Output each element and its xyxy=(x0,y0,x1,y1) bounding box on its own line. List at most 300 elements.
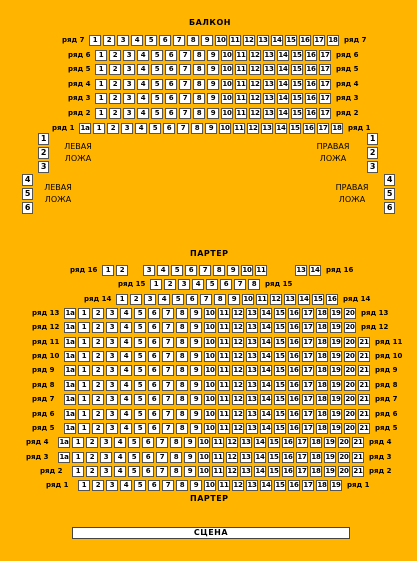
seat[interactable]: 7 xyxy=(162,322,174,333)
seat[interactable]: 5 xyxy=(134,308,146,319)
seat[interactable]: 12 xyxy=(227,453,237,461)
seat[interactable]: 7 xyxy=(156,466,168,477)
seat[interactable]: 14 xyxy=(261,323,271,331)
seat[interactable]: 2 xyxy=(92,351,104,362)
seat[interactable]: 21 xyxy=(353,467,363,475)
seat[interactable]: 10 xyxy=(205,481,215,489)
seat[interactable]: 18 xyxy=(317,366,327,374)
seat[interactable]: 13 xyxy=(264,80,274,88)
seat[interactable]: 14 xyxy=(261,309,271,317)
seat[interactable]: 11 xyxy=(236,51,246,59)
seat[interactable]: 15 xyxy=(275,424,285,432)
seat[interactable]: 7 xyxy=(162,394,174,405)
seat[interactable]: 10 xyxy=(222,51,232,59)
seat[interactable]: 12 xyxy=(227,467,237,475)
seat[interactable]: 21 xyxy=(359,395,369,403)
seat[interactable]: 3 xyxy=(38,161,49,173)
seat[interactable]: 8 xyxy=(176,480,188,491)
seat[interactable]: 17 xyxy=(303,352,313,360)
seat[interactable]: 4 xyxy=(158,294,170,305)
seat[interactable]: 14 xyxy=(261,410,271,418)
seat[interactable]: 3 xyxy=(367,161,378,173)
seat[interactable]: 13 xyxy=(241,438,251,446)
seat[interactable]: 11 xyxy=(213,438,223,446)
seat[interactable]: 11 xyxy=(219,352,229,360)
seat[interactable]: 6 xyxy=(22,202,33,214)
seat[interactable]: 3 xyxy=(143,265,155,276)
seat[interactable]: 1 xyxy=(102,265,114,276)
seat[interactable]: 2 xyxy=(107,123,119,134)
seat[interactable]: 5 xyxy=(128,452,140,463)
seat[interactable]: 2 xyxy=(116,265,128,276)
seat[interactable]: 3 xyxy=(178,279,190,290)
seat[interactable]: 1а xyxy=(65,309,75,317)
seat[interactable]: 12 xyxy=(248,124,258,132)
seat[interactable]: 17 xyxy=(318,124,328,132)
seat[interactable]: 8 xyxy=(176,394,188,405)
seat[interactable]: 13 xyxy=(247,424,257,432)
seat[interactable]: 5 xyxy=(128,466,140,477)
seat[interactable]: 2 xyxy=(109,108,121,119)
seat[interactable]: 15 xyxy=(292,65,302,73)
seat[interactable]: 1 xyxy=(95,79,107,90)
seat[interactable]: 16 xyxy=(306,109,316,117)
seat[interactable]: 10 xyxy=(205,338,215,346)
seat[interactable]: 17 xyxy=(314,36,324,44)
seat[interactable]: 9 xyxy=(190,409,202,420)
seat[interactable]: 17 xyxy=(303,309,313,317)
seat[interactable]: 6 xyxy=(159,35,171,46)
seat[interactable]: 15 xyxy=(313,295,323,303)
seat[interactable]: 7 xyxy=(199,265,211,276)
seat[interactable]: 5 xyxy=(134,394,146,405)
seat[interactable]: 5 xyxy=(134,380,146,391)
seat[interactable]: 5 xyxy=(151,50,163,61)
seat[interactable]: 4 xyxy=(120,423,132,434)
seat[interactable]: 7 xyxy=(162,365,174,376)
seat[interactable]: 12 xyxy=(271,295,281,303)
seat[interactable]: 7 xyxy=(162,480,174,491)
seat[interactable]: 15 xyxy=(275,381,285,389)
seat[interactable]: 4 xyxy=(114,452,126,463)
seat[interactable]: 10 xyxy=(205,323,215,331)
seat[interactable]: 11 xyxy=(219,481,229,489)
seat[interactable]: 7 xyxy=(162,351,174,362)
seat[interactable]: 13 xyxy=(247,338,257,346)
seat[interactable]: 17 xyxy=(297,467,307,475)
seat[interactable]: 6 xyxy=(148,409,160,420)
seat[interactable]: 8 xyxy=(170,452,182,463)
seat[interactable]: 10 xyxy=(243,295,253,303)
seat[interactable]: 2 xyxy=(164,279,176,290)
seat[interactable]: 9 xyxy=(227,265,239,276)
seat[interactable]: 8 xyxy=(170,437,182,448)
seat[interactable]: 18 xyxy=(317,338,327,346)
seat[interactable]: 17 xyxy=(303,366,313,374)
seat[interactable]: 17 xyxy=(320,80,330,88)
seat[interactable]: 6 xyxy=(186,294,198,305)
seat[interactable]: 19 xyxy=(331,381,341,389)
seat[interactable]: 3 xyxy=(106,322,118,333)
seat[interactable]: 7 xyxy=(156,437,168,448)
seat[interactable]: 1а xyxy=(59,438,69,446)
seat[interactable]: 17 xyxy=(297,453,307,461)
seat[interactable]: 2 xyxy=(92,380,104,391)
seat[interactable]: 8 xyxy=(248,279,260,290)
seat[interactable]: 8 xyxy=(176,337,188,348)
seat[interactable]: 15 xyxy=(292,51,302,59)
seat[interactable]: 13 xyxy=(264,51,274,59)
seat[interactable]: 15 xyxy=(269,467,279,475)
seat[interactable]: 20 xyxy=(345,381,355,389)
seat[interactable]: 18 xyxy=(317,381,327,389)
seat[interactable]: 9 xyxy=(190,308,202,319)
seat[interactable]: 8 xyxy=(193,64,205,75)
seat[interactable]: 14 xyxy=(261,424,271,432)
seat[interactable]: 11 xyxy=(213,453,223,461)
seat[interactable]: 1 xyxy=(95,50,107,61)
seat[interactable]: 4 xyxy=(120,351,132,362)
seat[interactable]: 11 xyxy=(219,366,229,374)
seat[interactable]: 7 xyxy=(179,79,191,90)
seat[interactable]: 5 xyxy=(172,294,184,305)
seat[interactable]: 10 xyxy=(222,109,232,117)
seat[interactable]: 1а xyxy=(59,453,69,461)
seat[interactable]: 6 xyxy=(142,466,154,477)
seat[interactable]: 10 xyxy=(222,80,232,88)
seat[interactable]: 3 xyxy=(123,79,135,90)
seat[interactable]: 14 xyxy=(255,453,265,461)
seat[interactable]: 9 xyxy=(228,294,240,305)
seat[interactable]: 14 xyxy=(261,352,271,360)
seat[interactable]: 6 xyxy=(165,108,177,119)
seat[interactable]: 11 xyxy=(219,410,229,418)
seat[interactable]: 13 xyxy=(247,323,257,331)
seat[interactable]: 5 xyxy=(134,480,146,491)
seat[interactable]: 12 xyxy=(233,352,243,360)
seat[interactable]: 10 xyxy=(205,352,215,360)
seat[interactable]: 17 xyxy=(303,381,313,389)
seat[interactable]: 14 xyxy=(261,481,271,489)
seat[interactable]: 14 xyxy=(272,36,282,44)
seat[interactable]: 5 xyxy=(134,351,146,362)
seat[interactable]: 18 xyxy=(317,309,327,317)
seat[interactable]: 21 xyxy=(359,381,369,389)
seat[interactable]: 5 xyxy=(134,409,146,420)
seat[interactable]: 15 xyxy=(275,323,285,331)
seat[interactable]: 7 xyxy=(162,380,174,391)
seat[interactable]: 20 xyxy=(345,395,355,403)
seat[interactable]: 5 xyxy=(149,123,161,134)
seat[interactable]: 19 xyxy=(331,410,341,418)
seat[interactable]: 16 xyxy=(289,366,299,374)
seat[interactable]: 21 xyxy=(359,410,369,418)
seat[interactable]: 2 xyxy=(367,147,378,159)
seat[interactable]: 21 xyxy=(359,424,369,432)
seat[interactable]: 3 xyxy=(106,351,118,362)
seat[interactable]: 11 xyxy=(230,36,240,44)
seat[interactable]: 14 xyxy=(278,65,288,73)
seat[interactable]: 12 xyxy=(250,80,260,88)
seat[interactable]: 2 xyxy=(92,308,104,319)
seat[interactable]: 16 xyxy=(289,323,299,331)
seat[interactable]: 16 xyxy=(283,467,293,475)
seat[interactable]: 20 xyxy=(345,366,355,374)
seat[interactable]: 12 xyxy=(233,381,243,389)
seat[interactable]: 6 xyxy=(148,365,160,376)
seat[interactable]: 5 xyxy=(151,108,163,119)
seat[interactable]: 21 xyxy=(353,453,363,461)
seat[interactable]: 20 xyxy=(345,323,355,331)
seat[interactable]: 18 xyxy=(317,424,327,432)
seat[interactable]: 15 xyxy=(275,395,285,403)
seat[interactable]: 1 xyxy=(95,64,107,75)
seat[interactable]: 2 xyxy=(92,394,104,405)
seat[interactable]: 20 xyxy=(345,338,355,346)
seat[interactable]: 1 xyxy=(78,351,90,362)
seat[interactable]: 3 xyxy=(100,466,112,477)
seat[interactable]: 8 xyxy=(214,294,226,305)
seat[interactable]: 14 xyxy=(255,438,265,446)
seat[interactable]: 16 xyxy=(306,51,316,59)
seat[interactable]: 11 xyxy=(219,395,229,403)
seat[interactable]: 21 xyxy=(359,338,369,346)
seat[interactable]: 3 xyxy=(106,480,118,491)
seat[interactable]: 6 xyxy=(163,123,175,134)
seat[interactable]: 3 xyxy=(100,452,112,463)
seat[interactable]: 18 xyxy=(311,438,321,446)
seat[interactable]: 14 xyxy=(261,381,271,389)
seat[interactable]: 10 xyxy=(205,424,215,432)
seat[interactable]: 7 xyxy=(162,409,174,420)
seat[interactable]: 8 xyxy=(176,351,188,362)
seat[interactable]: 10 xyxy=(222,94,232,102)
seat[interactable]: 1 xyxy=(72,466,84,477)
seat[interactable]: 1 xyxy=(78,409,90,420)
seat[interactable]: 4 xyxy=(131,35,143,46)
seat[interactable]: 8 xyxy=(176,380,188,391)
seat[interactable]: 7 xyxy=(177,123,189,134)
seat[interactable]: 1 xyxy=(95,93,107,104)
seat[interactable]: 1а xyxy=(65,366,75,374)
seat[interactable]: 4 xyxy=(192,279,204,290)
seat[interactable]: 16 xyxy=(327,295,337,303)
seat[interactable]: 16 xyxy=(289,381,299,389)
seat[interactable]: 3 xyxy=(106,423,118,434)
seat[interactable]: 14 xyxy=(278,94,288,102)
seat[interactable]: 15 xyxy=(275,338,285,346)
seat[interactable]: 18 xyxy=(317,481,327,489)
seat[interactable]: 3 xyxy=(123,64,135,75)
seat[interactable]: 13 xyxy=(247,395,257,403)
seat[interactable]: 16 xyxy=(306,94,316,102)
seat[interactable]: 3 xyxy=(123,50,135,61)
seat[interactable]: 1 xyxy=(38,133,49,145)
seat[interactable]: 3 xyxy=(106,337,118,348)
seat[interactable]: 15 xyxy=(290,124,300,132)
seat[interactable]: 2 xyxy=(130,294,142,305)
seat[interactable]: 6 xyxy=(142,452,154,463)
seat[interactable]: 20 xyxy=(345,424,355,432)
seat[interactable]: 13 xyxy=(247,352,257,360)
seat[interactable]: 9 xyxy=(184,452,196,463)
seat[interactable]: 4 xyxy=(120,409,132,420)
seat[interactable]: 13 xyxy=(247,309,257,317)
seat[interactable]: 17 xyxy=(303,323,313,331)
seat[interactable]: 18 xyxy=(317,410,327,418)
seat[interactable]: 8 xyxy=(193,93,205,104)
seat[interactable]: 21 xyxy=(353,438,363,446)
seat[interactable]: 2 xyxy=(86,466,98,477)
seat[interactable]: 9 xyxy=(190,337,202,348)
seat[interactable]: 9 xyxy=(190,322,202,333)
seat[interactable]: 6 xyxy=(148,308,160,319)
seat[interactable]: 17 xyxy=(320,51,330,59)
seat[interactable]: 5 xyxy=(384,188,395,200)
seat[interactable]: 16 xyxy=(306,65,316,73)
seat[interactable]: 14 xyxy=(261,395,271,403)
seat[interactable]: 16 xyxy=(289,481,299,489)
seat[interactable]: 19 xyxy=(331,323,341,331)
seat[interactable]: 1 xyxy=(78,337,90,348)
seat[interactable]: 2 xyxy=(103,35,115,46)
seat[interactable]: 15 xyxy=(275,352,285,360)
seat[interactable]: 18 xyxy=(317,323,327,331)
seat[interactable]: 10 xyxy=(242,266,252,274)
seat[interactable]: 2 xyxy=(86,452,98,463)
seat[interactable]: 18 xyxy=(311,467,321,475)
seat[interactable]: 19 xyxy=(331,338,341,346)
seat[interactable]: 15 xyxy=(275,366,285,374)
seat[interactable]: 10 xyxy=(199,467,209,475)
seat[interactable]: 10 xyxy=(199,453,209,461)
seat[interactable]: 17 xyxy=(303,481,313,489)
seat[interactable]: 1а xyxy=(65,323,75,331)
seat[interactable]: 13 xyxy=(247,410,257,418)
seat[interactable]: 10 xyxy=(205,395,215,403)
seat[interactable]: 8 xyxy=(176,423,188,434)
seat[interactable]: 19 xyxy=(331,352,341,360)
seat[interactable]: 15 xyxy=(275,309,285,317)
seat[interactable]: 7 xyxy=(234,279,246,290)
seat[interactable]: 16 xyxy=(289,424,299,432)
seat[interactable]: 15 xyxy=(292,94,302,102)
seat[interactable]: 12 xyxy=(233,424,243,432)
seat[interactable]: 1 xyxy=(78,380,90,391)
seat[interactable]: 18 xyxy=(317,395,327,403)
seat[interactable]: 6 xyxy=(165,93,177,104)
seat[interactable]: 11 xyxy=(236,109,246,117)
seat[interactable]: 4 xyxy=(22,174,33,186)
seat[interactable]: 11 xyxy=(236,80,246,88)
seat[interactable]: 1 xyxy=(72,437,84,448)
seat[interactable]: 1а xyxy=(65,395,75,403)
seat[interactable]: 4 xyxy=(137,79,149,90)
seat[interactable]: 1а xyxy=(65,352,75,360)
seat[interactable]: 17 xyxy=(297,438,307,446)
seat[interactable]: 16 xyxy=(289,410,299,418)
seat[interactable]: 5 xyxy=(151,93,163,104)
seat[interactable]: 4 xyxy=(120,480,132,491)
seat[interactable]: 12 xyxy=(233,410,243,418)
seat[interactable]: 13 xyxy=(241,453,251,461)
seat[interactable]: 6 xyxy=(185,265,197,276)
seat[interactable]: 9 xyxy=(184,437,196,448)
seat[interactable]: 13 xyxy=(258,36,268,44)
seat[interactable]: 12 xyxy=(233,338,243,346)
seat[interactable]: 9 xyxy=(190,365,202,376)
seat[interactable]: 14 xyxy=(278,51,288,59)
seat[interactable]: 11 xyxy=(257,295,267,303)
seat[interactable]: 20 xyxy=(345,309,355,317)
seat[interactable]: 11 xyxy=(256,266,266,274)
seat[interactable]: 15 xyxy=(292,80,302,88)
seat[interactable]: 20 xyxy=(345,352,355,360)
seat[interactable]: 3 xyxy=(106,308,118,319)
seat[interactable]: 8 xyxy=(176,322,188,333)
seat[interactable]: 7 xyxy=(179,93,191,104)
seat[interactable]: 1 xyxy=(78,322,90,333)
seat[interactable]: 2 xyxy=(92,365,104,376)
seat[interactable]: 10 xyxy=(205,410,215,418)
seat[interactable]: 2 xyxy=(92,423,104,434)
seat[interactable]: 6 xyxy=(165,50,177,61)
seat[interactable]: 3 xyxy=(106,380,118,391)
seat[interactable]: 12 xyxy=(244,36,254,44)
seat[interactable]: 6 xyxy=(148,394,160,405)
seat[interactable]: 5 xyxy=(22,188,33,200)
seat[interactable]: 16 xyxy=(300,36,310,44)
seat[interactable]: 18 xyxy=(311,453,321,461)
seat[interactable]: 4 xyxy=(120,365,132,376)
seat[interactable]: 13 xyxy=(264,109,274,117)
seat[interactable]: 2 xyxy=(92,409,104,420)
seat[interactable]: 9 xyxy=(205,123,217,134)
seat[interactable]: 1 xyxy=(78,308,90,319)
seat[interactable]: 3 xyxy=(144,294,156,305)
seat[interactable]: 17 xyxy=(303,338,313,346)
seat[interactable]: 3 xyxy=(106,365,118,376)
seat[interactable]: 7 xyxy=(162,337,174,348)
seat[interactable]: 16 xyxy=(289,395,299,403)
seat[interactable]: 10 xyxy=(222,65,232,73)
seat[interactable]: 2 xyxy=(109,64,121,75)
seat[interactable]: 1 xyxy=(150,279,162,290)
seat[interactable]: 9 xyxy=(184,466,196,477)
seat[interactable]: 12 xyxy=(233,309,243,317)
seat[interactable]: 18 xyxy=(317,352,327,360)
seat[interactable]: 12 xyxy=(250,109,260,117)
seat[interactable]: 20 xyxy=(339,453,349,461)
seat[interactable]: 1а xyxy=(65,410,75,418)
seat[interactable]: 15 xyxy=(269,438,279,446)
seat[interactable]: 12 xyxy=(233,395,243,403)
seat[interactable]: 15 xyxy=(292,109,302,117)
seat[interactable]: 12 xyxy=(233,323,243,331)
seat[interactable]: 10 xyxy=(205,309,215,317)
seat[interactable]: 18 xyxy=(328,36,338,44)
seat[interactable]: 3 xyxy=(121,123,133,134)
seat[interactable]: 8 xyxy=(176,308,188,319)
seat[interactable]: 9 xyxy=(207,108,219,119)
seat[interactable]: 11 xyxy=(213,467,223,475)
seat[interactable]: 6 xyxy=(148,351,160,362)
seat[interactable]: 19 xyxy=(325,453,335,461)
seat[interactable]: 6 xyxy=(220,279,232,290)
seat[interactable]: 13 xyxy=(264,94,274,102)
seat[interactable]: 8 xyxy=(176,365,188,376)
seat[interactable]: 6 xyxy=(148,380,160,391)
